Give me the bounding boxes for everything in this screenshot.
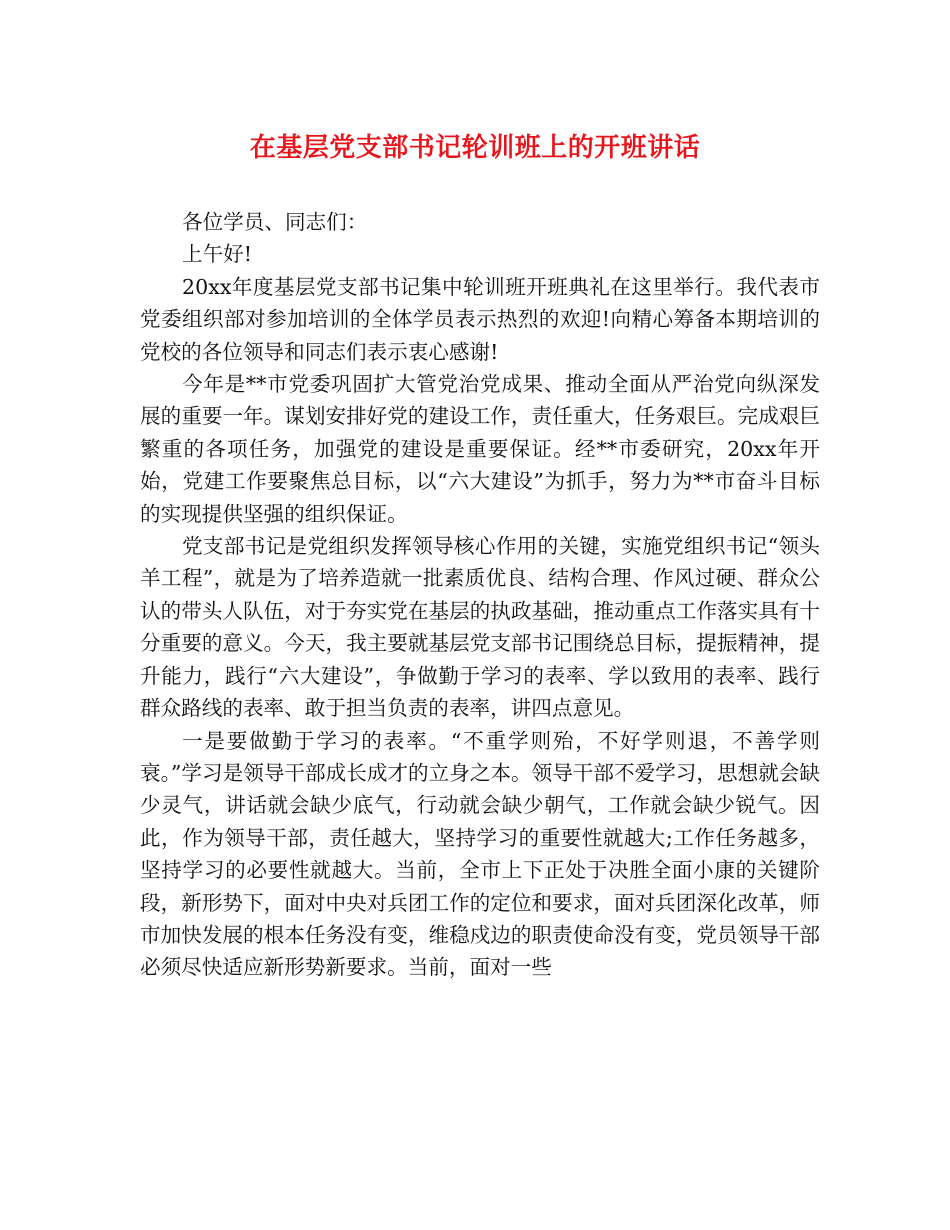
document-title: 在基层党支部书记轮训班上的开班讲话 [249, 133, 701, 163]
greeting-paragraph: 上午好! [182, 242, 253, 267]
salutation-paragraph: 各位学员、同志们： [182, 210, 368, 234]
body-paragraph: 今年是**市党委巩固扩大管党治党成果、推动全面从严治党向纵深发展的重要一年。谋划安排好党的建设工作，责任重大，任务艰巨。完成艰巨繁重的各项任务，加强党的建设是重要保证。经**市委研究，20xx年开始，党建工作要聚焦总目标，以“六大建设”为抓手，努力为**市奋斗目标的实现提供坚强的组织保证。 [140, 372, 820, 526]
body-paragraph: 一是要做勤于学习的表率。“不重学则殆，不好学则退，不善学则衰。”学习是领导干部成长成才的立身之本。领导干部不爱学习，思想就会缺少灵气，讲话就会缺少底气，行动就会缺少朝气，工作就会缺少锐气。因此，作为领导干部，责任越大，坚持学习的重要性就越大;工作任务越多，坚持学习的必要性就越大。当前，全市上下正处于决胜全面小康的关键阶段，新形势下，面对中央对兵团工作的定位和要求，面对兵团深化改革，师市加快发展的根本任务没有变，维稳戍边的职责使命没有变，党员领导干部必须尽快适应新形势新要求。当前，面对一些 [140, 728, 820, 980]
document-body [140, 206, 820, 984]
body-paragraph: 20xx年度基层党支部书记集中轮训班开班典礼在这里举行。我代表市党委组织部对参加培训的全体学员表示热烈的欢迎!向精心筹备本期培训的党校的各位领导和同志们表示衷心感谢! [140, 274, 820, 364]
body-paragraph: 党支部书记是党组织发挥领导核心作用的关键，实施党组织书记“领头羊工程”，就是为了培养造就一批素质优良、结构合理、作风过硬、群众公认的带头人队伍，对于夯实党在基层的执政基础，推动重点工作落实具有十分重要的意义。今天，我主要就基层党支部书记围绕总目标，提振精神，提升能力，践行“六大建设”，争做勤于学习的表率、学以致用的表率、践行群众路线的表率、敢于担当负责的表率，讲四点意见。 [140, 534, 820, 721]
